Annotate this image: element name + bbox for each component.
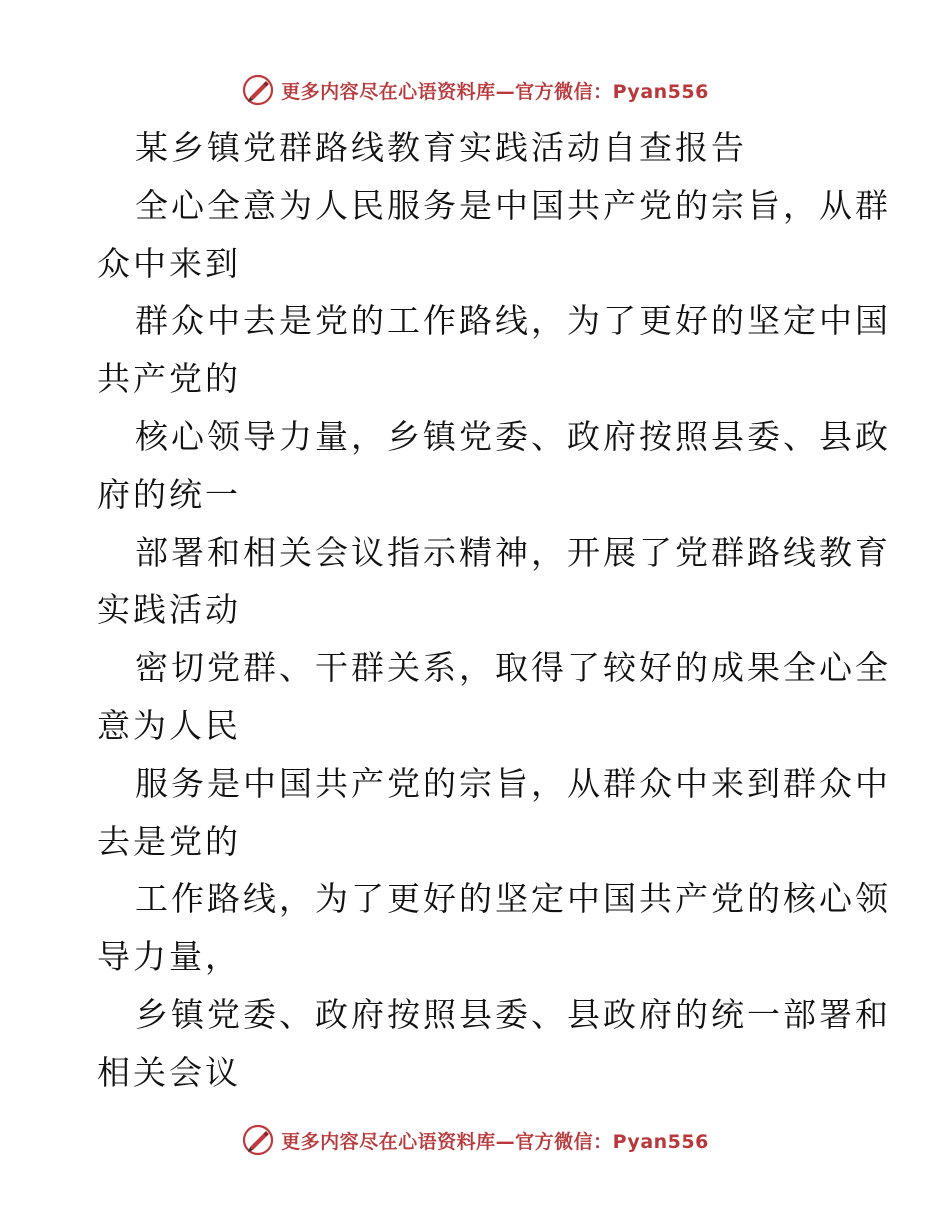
paragraph-line: 乡镇党委、政府按照县委、县政府的统一部署和 (135, 995, 891, 1034)
continuation-line: 意为人民 (97, 706, 241, 745)
pen-logo-icon (241, 1123, 275, 1157)
continuation-line: 府的统一 (97, 474, 241, 514)
continuation-line: 众中来到 (97, 243, 241, 283)
pen-logo-icon (241, 73, 275, 107)
paragraph-line: 部署和相关会议指示精神，开展了党群路线教育 (135, 532, 891, 572)
continuation-line: 去是党的 (97, 821, 241, 861)
paragraph-line: 密切党群、干群关系，取得了较好的成果全心全 (135, 648, 891, 688)
header-banner (0, 70, 950, 110)
banner-text: 更多内容尽在心语资料库—官方微信：Pyan556 (281, 80, 709, 103)
footer-banner (0, 1120, 950, 1160)
paragraph-line: 全心全意为人民服务是中国共产党的宗旨，从群 (135, 185, 891, 225)
paragraph-line: 某乡镇党群路线教育实践活动自查报告 (135, 128, 747, 167)
paragraph-line: 核心领导力量，乡镇党委、政府按照县委、县政 (135, 417, 891, 456)
paragraph-line: 服务是中国共产党的宗旨，从群众中来到群众中 (135, 763, 891, 803)
continuation-line: 实践活动 (97, 590, 241, 630)
paragraph-line: 工作路线，为了更好的坚定中国共产党的核心领 (135, 879, 891, 919)
continuation-line: 共产党的 (97, 359, 241, 399)
continuation-line: 相关会议 (97, 1052, 241, 1092)
banner-text: 更多内容尽在心语资料库—官方微信：Pyan556 (281, 1130, 709, 1153)
paragraph-line: 群众中去是党的工作路线，为了更好的坚定中国 (135, 301, 891, 341)
continuation-line: 导力量， (97, 937, 241, 977)
